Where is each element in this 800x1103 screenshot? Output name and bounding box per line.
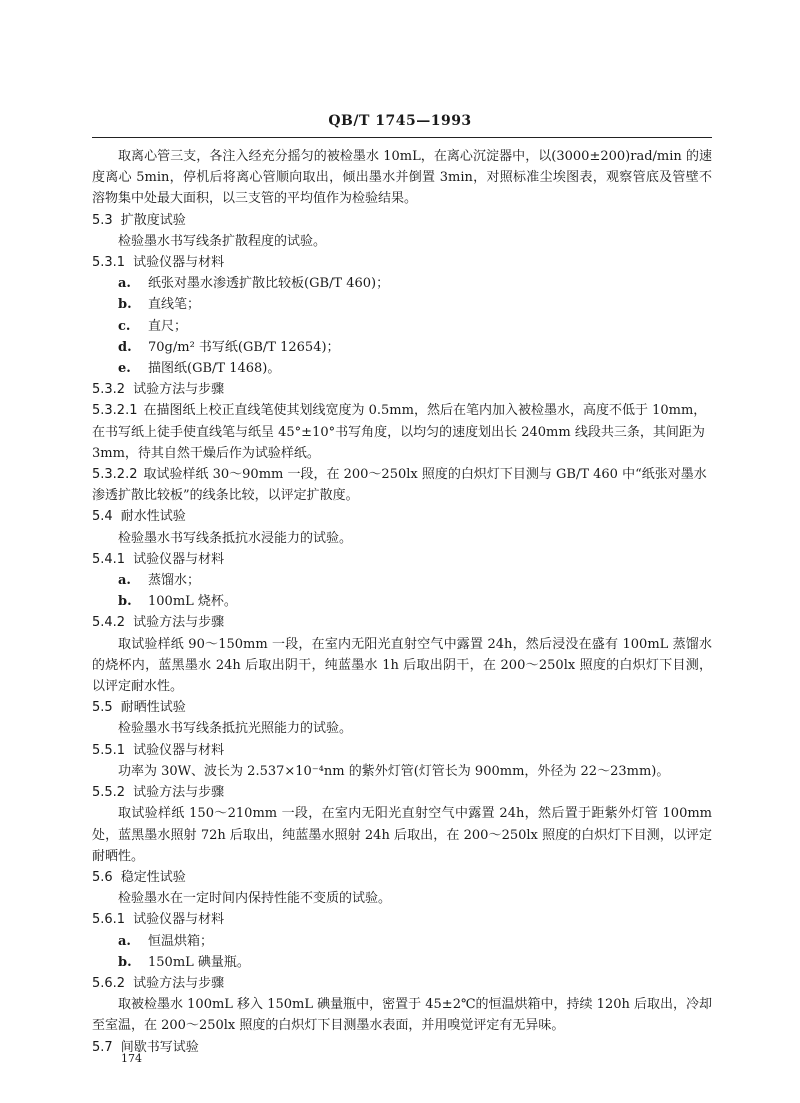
section-heading-5-4-2 — [92, 612, 712, 633]
list-item — [92, 591, 712, 612]
section-number: 5.4.2 — [92, 615, 126, 631]
list-item-text: 恒温烘箱； — [148, 933, 214, 949]
section-title: 试验仪器与材料 — [133, 255, 225, 271]
section-description: 检验墨水在一定时间内保持性能不变质的试验。 — [118, 891, 392, 907]
list-item-label: e. — [118, 361, 131, 377]
header-rule — [92, 137, 712, 138]
list-item-label: d. — [118, 339, 132, 355]
clause-text: 在描图纸上校正直线笔使其划线宽度为 0.5mm，然后在笔内加入被检墨水，高度不低于 10mm，在书写纸上徒手使直线笔与纸呈 45°±10°书写角度，以均匀的速度划出长 240mm 线段共三条，其间距为 3mm，待其自然干燥后作为试验样纸。 — [92, 403, 707, 461]
section-description: 检验墨水书写线条抵抗光照能力的试验。 — [118, 721, 353, 737]
section-title: 试验方法与步骤 — [133, 382, 225, 398]
section-title: 试验仪器与材料 — [133, 912, 225, 928]
section-title: 耐水性试验 — [120, 509, 186, 525]
section-description: 检验墨水书写线条抵抗水浸能力的试验。 — [118, 530, 353, 546]
clause-text: 取试验样纸 30～90mm 一段，在 200～250lx 照度的白炽灯下目测与 GB/T 460 中“纸张对墨水渗透扩散比较板”的线条比较，以评定扩散度。 — [92, 467, 707, 504]
section-number: 5.6.1 — [92, 912, 126, 928]
section-title: 稳定性试验 — [120, 869, 186, 885]
section-heading-5-7 — [92, 1037, 712, 1058]
list-item-text: 描图纸(GB/T 1468)。 — [148, 361, 281, 377]
list-item — [92, 337, 712, 358]
clause-text: 取试验样纸 150～210mm 一段，在室内无阳光直射空气中露置 24h，然后置于距紫外灯管 100mm 处，蓝黑墨水照射 72h 后取出，纯蓝墨水照射 24h 后取出，在 200～250lx 照度的白炽灯下目测，以评定耐晒性。 — [92, 806, 712, 864]
list-item — [92, 570, 712, 591]
section-number: 5.4 — [92, 509, 113, 525]
list-item-label: a. — [118, 573, 131, 589]
clause-5-3-2-1 — [92, 400, 712, 464]
standard-number-header: QB/T 1745—1993 — [328, 113, 472, 129]
section-heading-5-5 — [92, 697, 712, 718]
section-number: 5.7 — [92, 1039, 113, 1055]
list-item-label: a. — [118, 933, 131, 949]
section-number: 5.5 — [92, 700, 113, 716]
section-number: 5.6 — [92, 869, 113, 885]
section-heading-5-3 — [92, 210, 712, 231]
section-number: 5.5.1 — [92, 742, 126, 758]
list-item — [92, 316, 712, 337]
document-body — [92, 146, 712, 1058]
list-item-text: 150mL 碘量瓶。 — [148, 954, 250, 970]
intro-paragraph: 取离心管三支，各注入经充分摇匀的被检墨水 10mL，在离心沉淀器中，以(3000±200)rad/min 的速度离心 5min，停机后将离心管顺向取出，倾出墨水并倒置 3min，对照标准尘埃图表，观察管底及管壁不溶物集中处最大面积，以三支管的平均值作为检验结果。 — [92, 149, 712, 207]
clause-number: 5.3.2.2 — [92, 467, 138, 483]
section-number: 5.3.2 — [92, 382, 126, 398]
list-item-label: b. — [118, 297, 132, 313]
section-title: 试验仪器与材料 — [133, 551, 225, 567]
list-item-text: 直线笔； — [148, 297, 201, 313]
section-heading-5-3-1 — [92, 252, 712, 273]
section-title: 扩散度试验 — [120, 212, 186, 228]
clause-number: 5.3.2.1 — [92, 403, 138, 419]
section-heading-5-5-2 — [92, 782, 712, 803]
section-title: 试验方法与步骤 — [133, 975, 225, 991]
clause-text: 取被检墨水 100mL 移入 150mL 碘量瓶中，密置于 45±2℃的恒温烘箱中，持续 120h 后取出，冷却至室温，在 200～250lx 照度的白炽灯下目测墨水表面，并用嗅觉评定有无异味。 — [92, 997, 712, 1034]
list-item — [92, 273, 712, 294]
section-heading-5-5-1 — [92, 740, 712, 761]
list-item-text: 蒸馏水； — [148, 573, 201, 589]
section-heading-5-6 — [92, 867, 712, 888]
list-item — [92, 931, 712, 952]
list-item-text: 直尺； — [148, 318, 188, 334]
section-number: 5.3 — [92, 212, 113, 228]
section-number: 5.4.1 — [92, 551, 126, 567]
clause-text: 取试验样纸 90～150mm 一段，在室内无阳光直射空气中露置 24h，然后浸没在盛有 100mL 蒸馏水的烧杯内，蓝黑墨水 24h 后取出阴干，纯蓝墨水 1h 后取出阴干，在 200～250lx 照度的白炽灯下目测，以评定耐水性。 — [92, 636, 712, 695]
section-number: 5.3.1 — [92, 255, 126, 271]
section-heading-5-6-1 — [92, 909, 712, 930]
list-item-text: 70g/m² 书写纸(GB/T 12654)； — [148, 339, 340, 355]
list-item-label: b. — [118, 954, 132, 970]
list-item-label: b. — [118, 594, 132, 610]
section-number: 5.6.2 — [92, 975, 126, 991]
clause-text: 功率为 30W、波长为 2.537×10⁻⁴nm 的紫外灯管(灯管长为 900mm，外径为 22～23mm)。 — [118, 763, 670, 779]
list-item-label: c. — [118, 318, 131, 334]
section-title: 试验方法与步骤 — [133, 785, 225, 801]
section-heading-5-4 — [92, 506, 712, 527]
section-title: 耐晒性试验 — [120, 700, 186, 716]
list-item-text: 纸张对墨水渗透扩散比较板(GB/T 460)； — [148, 276, 390, 292]
section-title: 试验仪器与材料 — [133, 742, 225, 758]
clause-5-3-2-2 — [92, 464, 712, 506]
section-heading-5-3-2 — [92, 379, 712, 400]
section-title: 间歇书写试验 — [120, 1039, 199, 1055]
list-item-text: 100mL 烧杯。 — [148, 594, 237, 610]
section-number: 5.5.2 — [92, 785, 126, 801]
list-item-label: a. — [118, 276, 131, 292]
section-heading-5-4-1 — [92, 549, 712, 570]
list-item — [92, 358, 712, 379]
list-item — [92, 294, 712, 315]
page-number: 174 — [121, 1052, 142, 1065]
list-item — [92, 952, 712, 973]
section-description: 检验墨水书写线条扩散程度的试验。 — [118, 233, 327, 249]
section-title: 试验方法与步骤 — [133, 615, 225, 631]
section-heading-5-6-2 — [92, 973, 712, 994]
